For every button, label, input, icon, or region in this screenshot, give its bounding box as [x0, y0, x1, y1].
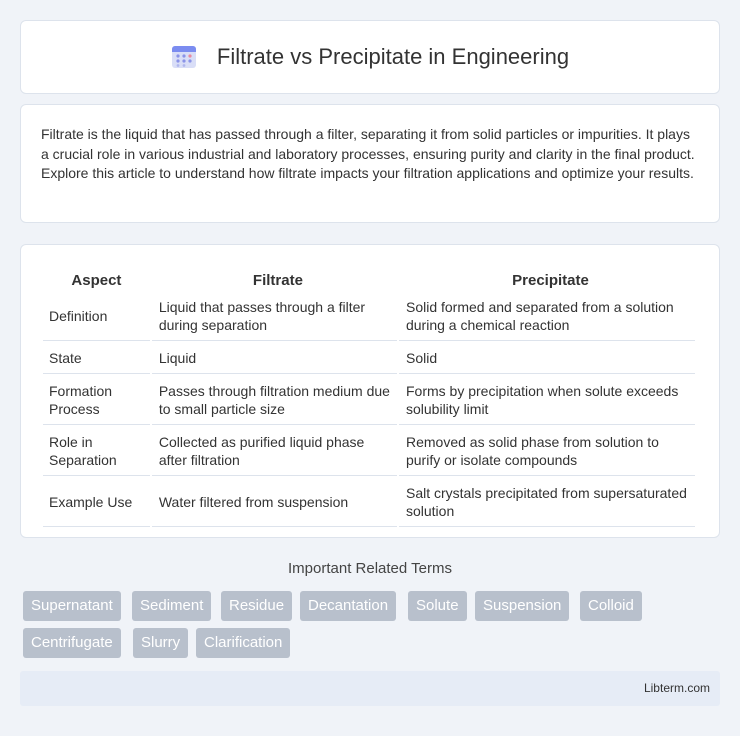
tag-residue[interactable]: Residue: [221, 591, 292, 621]
footer: [20, 671, 720, 706]
tag-solute[interactable]: Solute: [408, 591, 467, 621]
intro-card: [20, 104, 720, 223]
table-cell: Liquid that passes through a filter during separation: [152, 292, 397, 341]
tag-centrifugate[interactable]: Centrifugate: [23, 628, 121, 658]
header-aspect: Aspect: [71, 272, 122, 289]
related-terms-title: Important Related Terms: [288, 560, 452, 577]
tag-suspension[interactable]: Suspension: [475, 591, 569, 621]
table-row: [43, 343, 695, 374]
header-filtrate: Filtrate: [252, 272, 303, 289]
calendar-grid-icon: [171, 44, 197, 70]
tag-slurry[interactable]: Slurry: [133, 628, 188, 658]
tag-supernatant[interactable]: Supernatant: [23, 591, 121, 621]
intro-text: Filtrate is the liquid that has passed through a filter, separating it from solid particles or impurities. It plays a crucial role in various industrial and laboratory processes, ensuring purity and clarity in the final product. Explore this article to understand how filtrate impacts your filtration applications and optimize your results.: [41, 126, 695, 181]
table-row: [43, 376, 695, 425]
table-cell: Formation Process: [43, 376, 150, 425]
table-cell: Salt crystals precipitated from supersaturated solution: [399, 478, 695, 527]
tag-colloid[interactable]: Colloid: [580, 591, 642, 621]
table-cell: Solid: [399, 343, 695, 374]
tag-sediment[interactable]: Sediment: [132, 591, 211, 621]
footer-site-link[interactable]: Libterm.com: [643, 681, 710, 695]
page-title: Filtrate vs Precipitate in Engineering: [216, 44, 570, 69]
table-cell: Solid formed and separated from a solution during a chemical reaction: [399, 292, 695, 341]
title-card: [20, 20, 720, 94]
table-cell: Water filtered from suspension: [152, 478, 397, 527]
table-cell: Collected as purified liquid phase after filtration: [152, 427, 397, 476]
table-cell: Liquid: [152, 343, 397, 374]
tag-decantation[interactable]: Decantation: [300, 591, 396, 621]
comparison-table: [41, 265, 697, 529]
table-cell: Example Use: [43, 478, 150, 527]
table-cell: Forms by precipitation when solute exceeds solubility limit: [399, 376, 695, 425]
comparison-table-card: [20, 244, 720, 538]
table-cell: Definition: [43, 292, 150, 341]
table-row: [43, 478, 695, 527]
table-cell: Role in Separation: [43, 427, 150, 476]
table-row: [43, 292, 695, 341]
tag-clarification[interactable]: Clarification: [196, 628, 290, 658]
table-cell: Passes through filtration medium due to small particle size: [152, 376, 397, 425]
header-precipitate: Precipitate: [512, 272, 589, 289]
table-cell: State: [43, 343, 150, 374]
table-cell: Removed as solid phase from solution to purify or isolate compounds: [399, 427, 695, 476]
table-header-row: [43, 267, 695, 290]
table-row: [43, 427, 695, 476]
